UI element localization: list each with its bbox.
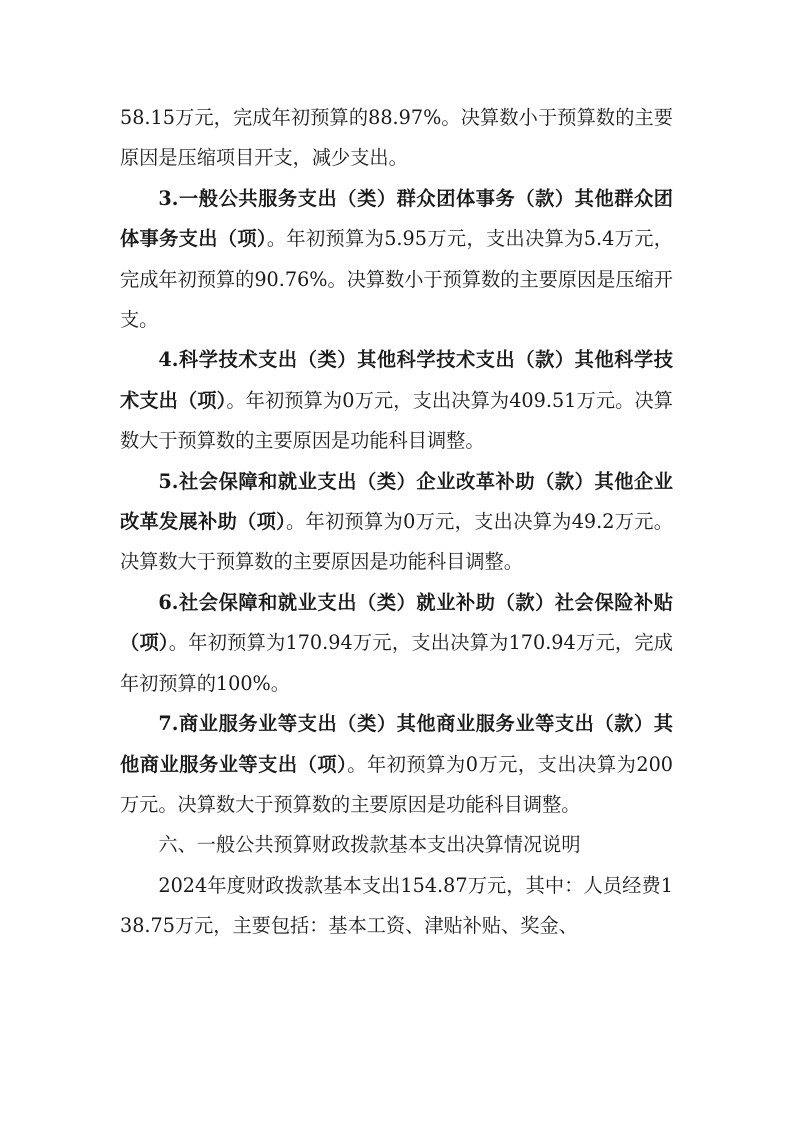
- item-heading: 5.社会保障和就业支出（类）企业改革补助（款）其他企业改革发展补助（项）: [120, 469, 673, 534]
- paragraph-item-6: [120, 583, 673, 704]
- paragraph-item-5: [120, 462, 673, 583]
- item-heading: 7.商业服务业等支出（类）其他商业服务业等支出（款）其他商业服务业等支出（项）: [120, 712, 673, 776]
- item-heading: 4.科学技术支出（类）其他科学技术支出（款）其他科学技术支出（项）: [120, 348, 673, 412]
- paragraph-continuation: [120, 98, 673, 179]
- paragraph-text: 58.15万元，完成年初预算的88.97%。决算数小于预算数的主要原因是压缩项目开支，减少支出。: [120, 106, 673, 170]
- item-heading: 6.社会保障和就业支出（类）就业补助（款）社会保险补贴（项）: [120, 590, 673, 655]
- paragraph-text: 。年初预算为5.95万元，支出决算为5.4万元，完成年初预算的90.76%。决算数小于预算数的主要原因是压缩开支。: [120, 227, 673, 332]
- paragraph-item-4: [120, 340, 673, 461]
- paragraph-text: 。年初预算为0万元，支出决算为200万元。决算数大于预算数的主要原因是功能科目调整。: [120, 752, 673, 816]
- section-heading-text: 六、一般公共预算财政拨款基本支出决算情况说明: [158, 833, 581, 857]
- paragraph-text: 。年初预算为0万元，支出决算为409.51万元。决算数大于预算数的主要原因是功能科目调整。: [120, 388, 673, 453]
- section-heading: [120, 825, 673, 865]
- paragraph-text: 。年初预算为0万元，支出决算为49.2万元。决算数大于预算数的主要原因是功能科目调整。: [120, 510, 673, 574]
- paragraph-text: 2024年度财政拨款基本支出154.87万元，其中：人员经费138.75万元，主要包括：基本工资、津贴补贴、奖金、: [120, 873, 673, 938]
- item-heading: 3.一般公共服务支出（类）群众团体事务（款）其他群众团体事务支出（项）: [120, 186, 673, 251]
- document-page: [120, 98, 673, 947]
- paragraph-item-7: [120, 704, 673, 825]
- paragraph-text: 。年初预算为170.94万元，支出决算为170.94万元，完成年初预算的100%。: [120, 631, 673, 695]
- paragraph-basic-expenditure: [120, 866, 673, 947]
- paragraph-item-3: [120, 179, 673, 341]
